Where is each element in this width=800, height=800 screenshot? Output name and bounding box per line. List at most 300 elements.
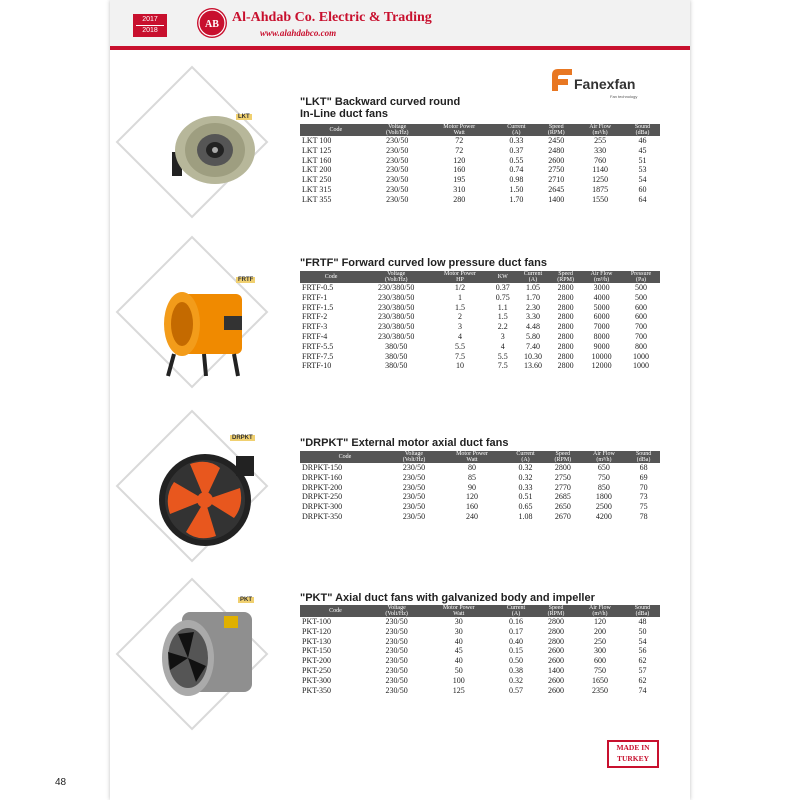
spec-cell: 0.32: [518, 472, 533, 482]
spec-cell: 60: [638, 184, 647, 194]
spec-cell: 2670: [554, 511, 571, 521]
table-row: [300, 136, 660, 146]
company-website: www.alahdabco.com: [260, 28, 337, 38]
page-number: 48: [55, 777, 67, 788]
spec-cell: 330: [594, 145, 607, 155]
column-header-line: Voltage: [387, 605, 406, 611]
model-code-cell: LKT 250: [302, 175, 332, 185]
column-header-line: (dBa): [635, 130, 650, 136]
spec-cell: 1000: [632, 361, 649, 371]
table-header-row: [300, 124, 660, 136]
column-header-line: Watt: [466, 457, 478, 463]
model-code-cell: FRTF-3: [302, 322, 328, 332]
spec-cell: 230/50: [385, 617, 408, 626]
column-header-line: KW: [497, 274, 508, 280]
column-header-line: (m³/h): [592, 611, 608, 617]
model-code-cell: LKT 125: [302, 145, 332, 155]
spec-cell: 0.51: [518, 492, 533, 502]
spec-cell: 230/50: [386, 136, 409, 145]
spec-cell: 1140: [592, 165, 608, 175]
spec-cell: 600: [634, 302, 647, 312]
column-header-line: Pressure: [630, 271, 652, 277]
column-header: [627, 451, 660, 463]
column-header: [622, 271, 660, 283]
spec-cell: 1: [457, 292, 462, 302]
column-header-line: Air Flow: [590, 271, 613, 277]
spec-cell: 600: [634, 312, 647, 322]
column-header: [581, 451, 628, 463]
spec-cell: 0.37: [495, 283, 510, 292]
spec-cell: 54: [638, 175, 647, 185]
table-row: [300, 686, 660, 696]
spec-cell: 120: [466, 492, 478, 502]
column-header-line: Voltage: [388, 124, 407, 130]
spec-cell: 7000: [593, 322, 610, 332]
spec-cell: 100: [452, 675, 465, 685]
spec-cell: 72: [455, 145, 464, 155]
spec-cell: 0.98: [509, 175, 524, 185]
spec-cell: 850: [597, 482, 610, 492]
spec-cell: 160: [453, 165, 466, 175]
model-code-cell: LKT 200: [302, 165, 332, 175]
column-header-line: Voltage: [404, 451, 424, 457]
spec-cell: 1875: [592, 184, 609, 194]
spec-cell: 72: [455, 136, 464, 145]
spec-cell: 2450: [548, 136, 565, 145]
spec-cell: 2800: [557, 312, 574, 322]
spec-cell: 0.32: [509, 675, 524, 685]
model-code-cell: DRPKT-300: [302, 502, 343, 512]
spec-cell: 90: [468, 482, 476, 492]
spec-cell: 2800: [557, 361, 574, 371]
column-header: [625, 124, 660, 136]
column-header-line: (RPM): [554, 457, 572, 463]
spec-cell: 1.08: [518, 511, 533, 521]
model-code-cell: PKT-250: [302, 665, 332, 675]
column-header-line: HP: [456, 277, 464, 283]
column-header: [506, 451, 545, 463]
spec-cell: 2650: [554, 502, 571, 512]
spec-cell: 70: [639, 482, 648, 492]
column-header-line: (m³/h): [592, 130, 608, 136]
spec-cell: 230/380/50: [377, 283, 415, 292]
model-code-cell: DRPKT-350: [302, 511, 343, 521]
lkt-tag: LKT: [238, 114, 250, 120]
table-row: [300, 312, 660, 322]
spec-cell: 4200: [595, 511, 612, 521]
spec-cell: 85: [468, 472, 476, 482]
spec-cell: 230/50: [385, 685, 408, 695]
model-code-cell: PKT-150: [302, 646, 332, 656]
model-code-cell: FRTF-2: [302, 312, 328, 322]
spec-cell: 50: [638, 626, 647, 636]
model-code-cell: FRTF-5.5: [302, 341, 334, 351]
spec-cell: 2750: [548, 165, 565, 175]
year-end: 2018: [142, 27, 158, 34]
column-header: [372, 124, 423, 136]
model-code-cell: PKT-350: [302, 685, 332, 695]
column-header-line: (Pa): [635, 277, 646, 283]
spec-cell: 2685: [554, 492, 571, 502]
spec-cell: 2800: [557, 322, 574, 332]
frtf-title-line-1: "FRTF" Forward curved low pressure duct fans: [300, 257, 547, 269]
spec-cell: 69: [639, 472, 648, 482]
column-header-line: (m³/h): [596, 457, 612, 463]
spec-cell: 1550: [592, 194, 609, 204]
column-header-line: (RPM): [547, 611, 565, 617]
column-header: [537, 605, 575, 617]
spec-cell: 230/50: [385, 656, 408, 666]
spec-cell: 2350: [591, 685, 608, 695]
spec-cell: 380/50: [385, 361, 408, 371]
column-header: [516, 271, 550, 283]
spec-cell: 0.16: [509, 617, 524, 626]
spec-cell: 230/380/50: [377, 302, 415, 312]
spec-cell: 500: [634, 292, 647, 302]
spec-cell: 255: [594, 136, 607, 145]
spec-cell: 2800: [557, 331, 574, 341]
made-in-turkey-stamp: [607, 740, 659, 768]
column-header-line: Code: [329, 127, 343, 133]
spec-cell: 2500: [595, 502, 612, 512]
company-name: Al-Ahdab Co. Electric & Trading: [232, 10, 432, 25]
column-header-line: (RPM): [547, 130, 565, 136]
column-header-line: (A): [521, 457, 530, 463]
lkt-title-line-1: "LKT" Backward curved round: [300, 96, 461, 108]
spec-cell: 230/50: [386, 165, 409, 175]
spec-cell: 45: [454, 646, 463, 656]
spec-cell: 10.30: [523, 351, 542, 361]
column-header-line: (Volt/Hz): [402, 457, 426, 463]
column-header-line: Speed: [548, 124, 564, 130]
spec-cell: 53: [638, 165, 647, 175]
spec-cell: 230/50: [386, 145, 409, 155]
company-logo-icon: [197, 8, 227, 38]
column-header: [550, 271, 581, 283]
spec-cell: 75: [639, 502, 648, 512]
column-header-line: (m³/h): [594, 277, 610, 283]
year-start: 2017: [142, 16, 158, 23]
column-header-line: Sound: [634, 124, 651, 130]
model-code-cell: PKT-130: [302, 636, 332, 646]
spec-cell: 4: [500, 341, 505, 351]
column-header: [362, 271, 430, 283]
spec-cell: 2600: [548, 155, 565, 165]
spec-cell: 1/2: [454, 283, 466, 292]
spec-cell: 80: [468, 463, 476, 472]
lkt-title-line-2: In-Line duct fans: [300, 108, 388, 120]
column-header: [300, 124, 372, 136]
table-row: [300, 492, 660, 502]
table-row: [300, 637, 660, 647]
spec-cell: 1.1: [497, 302, 508, 312]
model-code-cell: FRTF-10: [302, 361, 332, 371]
spec-cell: 310: [453, 184, 466, 194]
spec-cell: 2600: [548, 685, 564, 695]
spec-cell: 160: [466, 502, 478, 512]
model-code-cell: FRTF-1: [302, 292, 328, 302]
model-code-cell: FRTF-1.5: [302, 302, 334, 312]
table-row: [300, 293, 660, 303]
drpkt-fan-image: [150, 448, 260, 553]
spec-cell: 280: [453, 194, 466, 204]
spec-cell: 0.33: [518, 482, 533, 492]
column-header-line: (A): [512, 130, 521, 136]
column-header-line: Current: [523, 271, 543, 277]
table-row: [300, 146, 660, 156]
spec-cell: 300: [593, 646, 606, 656]
table-header-row: [300, 605, 660, 617]
spec-cell: 1.70: [509, 194, 524, 204]
spec-cell: 2800: [557, 302, 574, 312]
spec-cell: 2710: [548, 175, 565, 185]
column-header-line: (Volt/Hz): [385, 130, 409, 136]
spec-cell: 0.75: [495, 292, 510, 302]
spec-cell: 68: [639, 463, 648, 472]
spec-cell: 5.5: [454, 341, 465, 351]
spec-cell: 78: [639, 511, 648, 521]
spec-cell: 0.32: [518, 463, 533, 472]
spec-cell: 230/380/50: [377, 312, 415, 322]
spec-cell: 62: [638, 675, 647, 685]
spec-cell: 700: [634, 322, 647, 332]
spec-cell: 50: [454, 665, 463, 675]
table-row: [300, 175, 660, 185]
spec-cell: 230/50: [402, 492, 426, 502]
model-code-cell: PKT-200: [302, 656, 332, 666]
spec-cell: 2.2: [497, 322, 508, 332]
spec-cell: 230/50: [402, 463, 426, 472]
spec-cell: 650: [597, 463, 610, 472]
spec-cell: 230/50: [386, 194, 409, 204]
spec-cell: 1650: [591, 675, 608, 685]
spec-cell: 10000: [591, 351, 612, 361]
column-header-line: Speed: [555, 451, 571, 457]
spec-cell: 54: [638, 636, 647, 646]
column-header-line: Speed: [558, 271, 573, 277]
lkt-fan-image: [160, 112, 260, 197]
table-row: [300, 617, 660, 627]
column-header-line: (dBa): [636, 457, 651, 463]
spec-cell: 600: [593, 656, 606, 666]
spec-cell: 1.70: [525, 292, 540, 302]
column-header-line: Air Flow: [589, 124, 612, 130]
table-row: [300, 156, 660, 166]
spec-cell: 40: [454, 656, 463, 666]
years-badge: [133, 14, 167, 37]
column-header-line: Motor Power: [443, 124, 476, 130]
spec-cell: 3: [500, 331, 505, 341]
spec-cell: 0.15: [509, 646, 524, 656]
column-header: [545, 451, 581, 463]
model-code-cell: LKT 160: [302, 155, 332, 165]
column-header-line: Motor Power: [444, 271, 476, 277]
table-row: [300, 502, 660, 512]
spec-cell: 13.60: [523, 361, 542, 371]
spec-cell: 2800: [548, 626, 564, 636]
model-code-cell: LKT 100: [302, 136, 332, 145]
spec-cell: 2600: [548, 675, 564, 685]
column-header-line: Watt: [453, 130, 465, 136]
column-header: [537, 124, 575, 136]
catalog-page: [110, 0, 690, 800]
column-header: [422, 605, 495, 617]
column-header-line: Speed: [548, 605, 564, 611]
spec-cell: 230/50: [385, 675, 408, 685]
spec-cell: 56: [638, 646, 647, 656]
column-header: [625, 605, 660, 617]
frtf-tag: FRTF: [238, 277, 254, 283]
spec-cell: 30: [454, 617, 463, 626]
model-code-cell: FRTF-7.5: [302, 351, 334, 361]
spec-cell: 200: [593, 626, 606, 636]
spec-cell: 195: [453, 175, 466, 185]
spec-cell: 0.38: [509, 665, 524, 675]
column-header: [575, 605, 625, 617]
drpkt-spec-table: [300, 451, 660, 522]
model-code-cell: DRPKT-150: [302, 463, 343, 472]
spec-cell: 2800: [557, 351, 574, 361]
spec-cell: 2600: [548, 646, 564, 656]
spec-cell: 7.5: [497, 361, 508, 371]
spec-cell: 700: [634, 331, 647, 341]
spec-cell: 0.33: [509, 136, 524, 145]
column-header: [423, 124, 496, 136]
spec-cell: 0.65: [518, 502, 533, 512]
spec-cell: 7.40: [525, 341, 540, 351]
spec-cell: 230/50: [386, 175, 409, 185]
table-row: [300, 473, 660, 483]
svg-text:AB: AB: [205, 19, 219, 30]
spec-cell: 5000: [593, 302, 610, 312]
spec-cell: 3: [457, 322, 462, 332]
table-row: [300, 342, 660, 352]
spec-cell: 9000: [593, 341, 610, 351]
spec-cell: 51: [638, 155, 647, 165]
frtf-fan-image: [154, 280, 254, 385]
spec-cell: 40: [454, 636, 463, 646]
header-divider: [110, 46, 690, 50]
model-code-cell: PKT-120: [302, 626, 332, 636]
column-header: [575, 124, 625, 136]
spec-cell: 230/380/50: [377, 331, 415, 341]
spec-cell: 4.48: [525, 322, 540, 332]
spec-cell: 230/50: [402, 511, 426, 521]
table-row: [300, 185, 660, 195]
table-row: [300, 283, 660, 293]
spec-cell: 2480: [548, 145, 565, 155]
spec-cell: 1.5: [454, 302, 465, 312]
spec-cell: 1250: [592, 175, 609, 185]
spec-cell: 0.50: [509, 656, 524, 666]
model-code-cell: LKT 355: [302, 194, 332, 204]
pkt-tag: PKT: [240, 597, 252, 603]
spec-cell: 380/50: [385, 341, 408, 351]
column-header-line: (Volt/Hz): [384, 277, 408, 283]
spec-cell: 2600: [548, 656, 564, 666]
spec-cell: 0.17: [509, 626, 524, 636]
column-header: [438, 451, 506, 463]
pkt-spec-table: [300, 605, 660, 695]
column-header-line: Motor Power: [456, 451, 488, 457]
spec-cell: 2800: [554, 463, 571, 472]
spec-cell: 2800: [557, 292, 574, 302]
column-header-line: Current: [506, 605, 526, 611]
column-header-line: (RPM): [557, 277, 574, 283]
spec-cell: 2750: [554, 472, 571, 482]
column-header-line: (Volt/Hz): [385, 611, 408, 617]
spec-cell: 230/50: [402, 472, 426, 482]
spec-cell: 5.5: [497, 351, 508, 361]
column-header-line: Code: [338, 454, 352, 460]
spec-cell: 230/50: [386, 184, 409, 194]
column-header: [496, 124, 538, 136]
table-row: [300, 666, 660, 676]
column-header-line: Air Flow: [589, 605, 611, 611]
column-header: [430, 271, 489, 283]
drpkt-tag: DRPKT: [232, 435, 253, 441]
table-row: [300, 627, 660, 637]
spec-cell: 3000: [593, 283, 610, 292]
made-in-line-2: TURKEY: [616, 754, 650, 763]
table-row: [300, 165, 660, 175]
made-in-line-1: MADE IN: [616, 743, 650, 752]
spec-cell: 74: [638, 685, 647, 695]
table-row: [300, 361, 660, 371]
model-code-cell: DRPKT-250: [302, 492, 343, 502]
spec-cell: 1400: [548, 194, 565, 204]
spec-cell: 1.5: [497, 312, 508, 322]
column-header-line: (A): [528, 277, 538, 283]
model-code-cell: LKT 315: [302, 184, 332, 194]
drpkt-title: [300, 437, 508, 449]
spec-cell: 1.50: [509, 184, 524, 194]
lkt-spec-table: [300, 124, 660, 205]
table-row: [300, 646, 660, 656]
spec-cell: 57: [638, 665, 647, 675]
spec-cell: 1000: [632, 351, 649, 361]
frtf-title: [300, 257, 547, 269]
spec-cell: 46: [638, 136, 647, 145]
spec-cell: 2: [457, 312, 462, 322]
spec-cell: 230/50: [386, 155, 409, 165]
spec-cell: 1800: [595, 492, 612, 502]
model-code-cell: DRPKT-160: [302, 472, 343, 482]
spec-cell: 64: [638, 194, 647, 204]
table-row: [300, 332, 660, 342]
spec-cell: 0.40: [509, 636, 524, 646]
spec-cell: 750: [593, 665, 606, 675]
spec-cell: 1400: [548, 665, 564, 675]
spec-cell: 760: [594, 155, 607, 165]
spec-cell: 12000: [591, 361, 612, 371]
model-code-cell: PKT-300: [302, 675, 332, 685]
spec-cell: 120: [453, 155, 466, 165]
pkt-fan-image: [154, 606, 264, 711]
brand-name: Fanexfan: [574, 76, 636, 92]
model-code-cell: PKT-100: [302, 617, 332, 626]
spec-cell: 3.30: [525, 312, 540, 322]
spec-cell: 7.5: [454, 351, 465, 361]
table-row: [300, 303, 660, 313]
spec-cell: 0.74: [509, 165, 524, 175]
column-header: [300, 451, 390, 463]
spec-cell: 240: [466, 511, 478, 521]
spec-cell: 800: [634, 341, 647, 351]
spec-cell: 30: [454, 626, 463, 636]
spec-cell: 230/50: [402, 502, 426, 512]
table-row: [300, 656, 660, 666]
